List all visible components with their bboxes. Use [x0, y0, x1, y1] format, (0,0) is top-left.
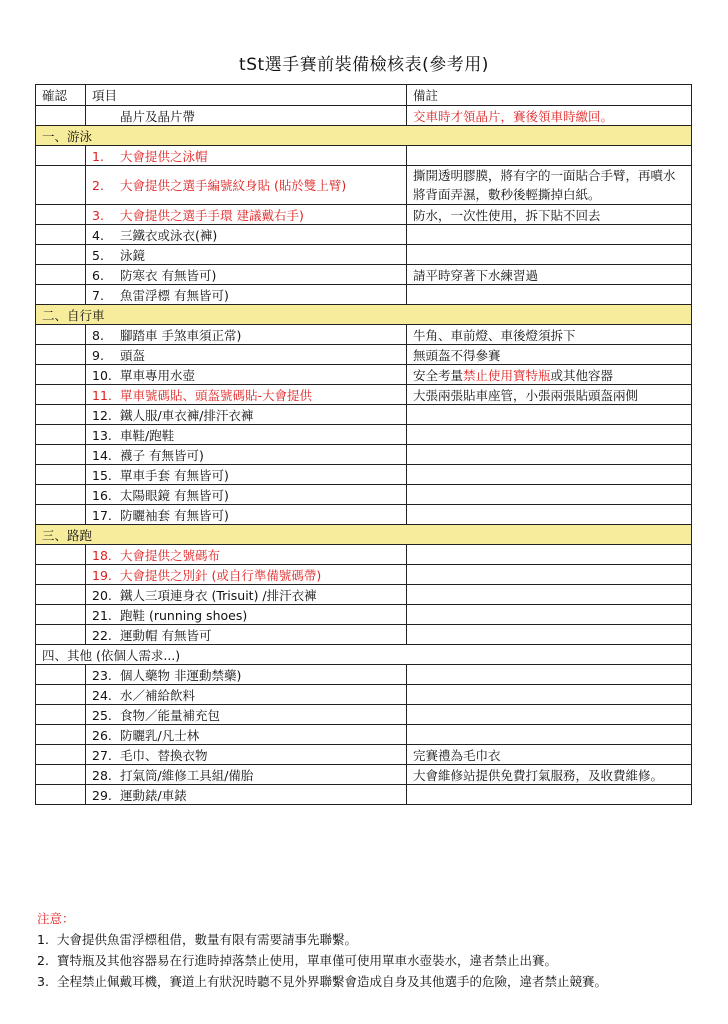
- header-note: 備註: [407, 85, 692, 106]
- table-row: [36, 385, 692, 405]
- confirm-checkbox-cell[interactable]: [36, 665, 86, 685]
- note-item: [37, 971, 697, 992]
- note-cell: [407, 665, 692, 685]
- note-cell: [407, 285, 692, 305]
- confirm-checkbox-cell[interactable]: [36, 425, 86, 445]
- note-item: [37, 929, 697, 950]
- note-cell: [407, 405, 692, 425]
- item-cell: [86, 685, 407, 705]
- confirm-checkbox-cell[interactable]: [36, 225, 86, 245]
- item-number: 19.: [92, 567, 112, 583]
- confirm-checkbox-cell[interactable]: [36, 505, 86, 525]
- note-text-part: 禁止使用寶特瓶: [463, 367, 551, 383]
- confirm-checkbox-cell[interactable]: [36, 585, 86, 605]
- item-number: 23.: [92, 667, 112, 683]
- confirm-checkbox-cell[interactable]: [36, 106, 86, 126]
- item-cell: [86, 425, 407, 445]
- item-number: 10.: [92, 367, 112, 383]
- table-row: [36, 365, 692, 385]
- item-number: 18.: [92, 547, 112, 563]
- table-row: [36, 345, 692, 365]
- item-number: 29.: [92, 787, 112, 803]
- note-cell: 牛角、車前燈、車後燈須拆下: [407, 325, 692, 345]
- confirm-checkbox-cell[interactable]: [36, 285, 86, 305]
- item-number: 25.: [92, 707, 112, 723]
- note-cell: 撕開透明膠膜，將有字的一面貼合手臂，再噴水將背面弄濕，數秒後輕撕掉白紙。: [407, 166, 692, 205]
- item-cell: [86, 485, 407, 505]
- item-cell: [86, 265, 407, 285]
- note-cell: 交車時才領晶片，賽後領車時繳回。: [407, 106, 692, 126]
- item-cell: [86, 445, 407, 465]
- note-text-part: 或其他容器: [550, 367, 614, 383]
- item-number: 3.: [92, 207, 104, 223]
- confirm-checkbox-cell[interactable]: [36, 445, 86, 465]
- section-row: [36, 305, 692, 325]
- confirm-checkbox-cell[interactable]: [36, 605, 86, 625]
- confirm-checkbox-cell[interactable]: [36, 545, 86, 565]
- item-cell: [86, 585, 407, 605]
- table-row: [36, 405, 692, 425]
- table-header-row: [36, 85, 692, 106]
- confirm-checkbox-cell[interactable]: [36, 765, 86, 785]
- item-number: 8.: [92, 327, 104, 343]
- confirm-checkbox-cell[interactable]: [36, 465, 86, 485]
- table-row: [36, 665, 692, 685]
- note-cell: [407, 146, 692, 166]
- item-label: 車鞋/跑鞋: [120, 427, 175, 443]
- checklist-table: [35, 84, 692, 805]
- note-cell: [407, 505, 692, 525]
- item-label: 大會提供之選手編號紋身貼 (貼於雙上臂): [120, 178, 347, 193]
- item-number: 12.: [92, 407, 112, 423]
- header-confirm: 確認: [36, 85, 86, 106]
- note-cell: [407, 225, 692, 245]
- confirm-checkbox-cell[interactable]: [36, 146, 86, 166]
- item-cell: [86, 605, 407, 625]
- table-row: [36, 685, 692, 705]
- table-row: [36, 325, 692, 345]
- item-number: 17.: [92, 507, 112, 523]
- item-cell: [86, 345, 407, 365]
- table-row: [36, 245, 692, 265]
- confirm-checkbox-cell[interactable]: [36, 785, 86, 805]
- note-cell: 大會維修站提供免費打氣服務，及收費維修。: [407, 765, 692, 785]
- item-label: 腳踏車 手煞車須正常): [120, 327, 242, 343]
- item-cell: [86, 385, 407, 405]
- note-cell: [407, 705, 692, 725]
- item-number: 13.: [92, 427, 112, 443]
- item-number: 22.: [92, 627, 112, 643]
- note-cell: 大張兩張貼車座管，小張兩張貼頭盔兩側: [407, 385, 692, 405]
- note-index: 1.: [37, 932, 49, 947]
- table-row: [36, 265, 692, 285]
- note-index: 3.: [37, 974, 49, 989]
- item-label: 鐵人服/車衣褲/排汗衣褲: [120, 407, 254, 423]
- table-row: [36, 585, 692, 605]
- item-cell: [86, 725, 407, 745]
- item-label: 個人藥物 非運動禁藥): [120, 667, 242, 683]
- notes-block: [37, 908, 697, 992]
- item-number: 11.: [92, 387, 112, 403]
- confirm-checkbox-cell[interactable]: [36, 365, 86, 385]
- note-cell: [407, 445, 692, 465]
- table-row: [36, 225, 692, 245]
- item-label: 晶片及晶片帶: [120, 108, 196, 124]
- note-cell: [407, 625, 692, 645]
- item-cell: [86, 765, 407, 785]
- item-cell: [86, 705, 407, 725]
- table-row: [36, 545, 692, 565]
- table-row: [36, 505, 692, 525]
- item-label: 鐵人三項連身衣 (Trisuit) /排汗衣褲: [120, 587, 317, 603]
- item-number: 20.: [92, 587, 112, 603]
- table-row: [36, 565, 692, 585]
- item-cell: [86, 166, 407, 205]
- confirm-checkbox-cell[interactable]: [36, 565, 86, 585]
- section-row: [36, 645, 692, 665]
- table-row: [36, 166, 692, 205]
- confirm-checkbox-cell[interactable]: [36, 205, 86, 225]
- page-title: tSt選手賽前裝備檢核表(參考用): [239, 55, 489, 75]
- item-label: 防曬乳/凡士林: [120, 727, 200, 743]
- table-row: [36, 625, 692, 645]
- note-cell: [407, 465, 692, 485]
- item-label: 防曬袖套 有無皆可): [120, 507, 229, 523]
- item-number: 24.: [92, 687, 112, 703]
- table-row: [36, 765, 692, 785]
- item-label: 大會提供之號碼布: [120, 547, 221, 563]
- notes-heading: 注意：: [37, 911, 75, 926]
- confirm-checkbox-cell[interactable]: [36, 385, 86, 405]
- item-number: 27.: [92, 747, 112, 763]
- section-title: 三、路跑: [36, 525, 692, 545]
- item-cell: [86, 565, 407, 585]
- confirm-checkbox-cell[interactable]: [36, 345, 86, 365]
- note-cell: [407, 785, 692, 805]
- item-cell: [86, 245, 407, 265]
- item-label: 三鐵衣或泳衣(褲): [120, 227, 218, 243]
- item-cell: [86, 205, 407, 225]
- item-number: 16.: [92, 487, 112, 503]
- note-cell: 完賽禮為毛巾衣: [407, 745, 692, 765]
- confirm-checkbox-cell[interactable]: [36, 485, 86, 505]
- item-label: 防寒衣 有無皆可): [120, 267, 217, 283]
- note-index: 2.: [37, 953, 49, 968]
- table-row: [36, 485, 692, 505]
- item-number: 5.: [92, 247, 104, 263]
- notes-list: [37, 929, 697, 992]
- header-item: 項目: [86, 85, 407, 106]
- item-cell: [86, 745, 407, 765]
- confirm-checkbox-cell[interactable]: [36, 265, 86, 285]
- note-cell: [407, 685, 692, 705]
- item-label: 單車專用水壺: [120, 367, 196, 383]
- item-cell: [86, 405, 407, 425]
- confirm-checkbox-cell[interactable]: [36, 625, 86, 645]
- note-cell: [407, 485, 692, 505]
- note-cell: [407, 545, 692, 565]
- item-label: 大會提供之泳帽: [120, 148, 208, 164]
- note-cell: [407, 565, 692, 585]
- item-label: 泳鏡: [120, 247, 146, 263]
- item-cell: [86, 106, 407, 126]
- table-row: [36, 205, 692, 225]
- item-label: 打氣筒/維修工具組/備胎: [120, 767, 254, 783]
- note-cell: [407, 585, 692, 605]
- section-row: [36, 525, 692, 545]
- note-cell: [407, 725, 692, 745]
- item-cell: [86, 325, 407, 345]
- item-label: 大會提供之選手手環 建議戴右手): [120, 207, 304, 223]
- item-label: 單車手套 有無皆可): [120, 467, 229, 483]
- item-number: 26.: [92, 727, 112, 743]
- item-label: 單車號碼貼、頭盔號碼貼-大會提供: [120, 387, 313, 403]
- item-number: 2.: [92, 178, 104, 193]
- table-row: [36, 146, 692, 166]
- item-number: 1.: [92, 148, 104, 164]
- note-cell: 無頭盔不得參賽: [407, 345, 692, 365]
- note-cell: [407, 425, 692, 445]
- item-number: 9.: [92, 347, 104, 363]
- note-cell: [407, 365, 692, 385]
- note-item: [37, 950, 697, 971]
- item-label: 襪子 有無皆可): [120, 447, 204, 463]
- note-cell: 請平時穿著下水練習過: [407, 265, 692, 285]
- item-cell: [86, 505, 407, 525]
- item-cell: [86, 785, 407, 805]
- item-label: 大會提供之別針 (或自行準備號碼帶): [120, 567, 322, 583]
- item-label: 太陽眼鏡 有無皆可): [120, 487, 229, 503]
- item-number: 4.: [92, 227, 104, 243]
- confirm-checkbox-cell[interactable]: [36, 745, 86, 765]
- item-label: 食物／能量補充包: [120, 707, 221, 723]
- confirm-checkbox-cell[interactable]: [36, 325, 86, 345]
- item-label: 頭盔: [120, 347, 146, 363]
- chip-row: [36, 106, 692, 126]
- note-cell: [407, 605, 692, 625]
- note-cell: [407, 245, 692, 265]
- confirm-checkbox-cell[interactable]: [36, 166, 86, 205]
- item-label: 運動錶/車錶: [120, 787, 187, 803]
- item-cell: [86, 285, 407, 305]
- item-label: 水／補給飲料: [120, 687, 196, 703]
- table-row: [36, 425, 692, 445]
- note-text: 大會提供魚雷浮標租借，數量有限有需要請事先聯繫。: [57, 932, 358, 947]
- table-row: [36, 445, 692, 465]
- section-title: 二、自行車: [36, 305, 692, 325]
- confirm-checkbox-cell[interactable]: [36, 725, 86, 745]
- item-label: 跑鞋 (running shoes): [120, 607, 248, 623]
- item-number: 14.: [92, 447, 112, 463]
- item-cell: [86, 545, 407, 565]
- confirm-checkbox-cell[interactable]: [36, 405, 86, 425]
- item-number: 15.: [92, 467, 112, 483]
- item-cell: [86, 225, 407, 245]
- table-row: [36, 705, 692, 725]
- item-label: 魚雷浮標 有無皆可): [120, 287, 229, 303]
- section-title: 四、其他 (依個人需求...): [36, 645, 692, 665]
- item-label: 毛巾、替換衣物: [120, 747, 208, 763]
- note-text: 寶特瓶及其他容器易在行進時掉落禁止使用，單車僅可使用單車水壺裝水，違者禁止出賽。: [57, 953, 558, 968]
- note-cell: 防水，一次性使用，拆下貼不回去: [407, 205, 692, 225]
- item-cell: [86, 465, 407, 485]
- item-label: 運動帽 有無皆可: [120, 627, 212, 643]
- confirm-checkbox-cell[interactable]: [36, 685, 86, 705]
- table-row: [36, 605, 692, 625]
- note-text: 全程禁止佩戴耳機，賽道上有狀況時聽不見外界聯繫會造成自身及其他選手的危險，違者禁止競賽。: [57, 974, 608, 989]
- item-cell: [86, 665, 407, 685]
- table-row: [36, 745, 692, 765]
- section-title: 一、游泳: [36, 126, 692, 146]
- table-row: [36, 785, 692, 805]
- item-number: 28.: [92, 767, 112, 783]
- item-cell: [86, 365, 407, 385]
- table-row: [36, 285, 692, 305]
- item-number: 7.: [92, 287, 104, 303]
- table-row: [36, 725, 692, 745]
- section-row: [36, 126, 692, 146]
- note-text-part: 安全考量: [413, 367, 464, 383]
- confirm-checkbox-cell[interactable]: [36, 245, 86, 265]
- confirm-checkbox-cell[interactable]: [36, 705, 86, 725]
- item-cell: [86, 625, 407, 645]
- table-row: [36, 465, 692, 485]
- item-cell: [86, 146, 407, 166]
- item-number: 21.: [92, 607, 112, 623]
- item-number: 6.: [92, 267, 104, 283]
